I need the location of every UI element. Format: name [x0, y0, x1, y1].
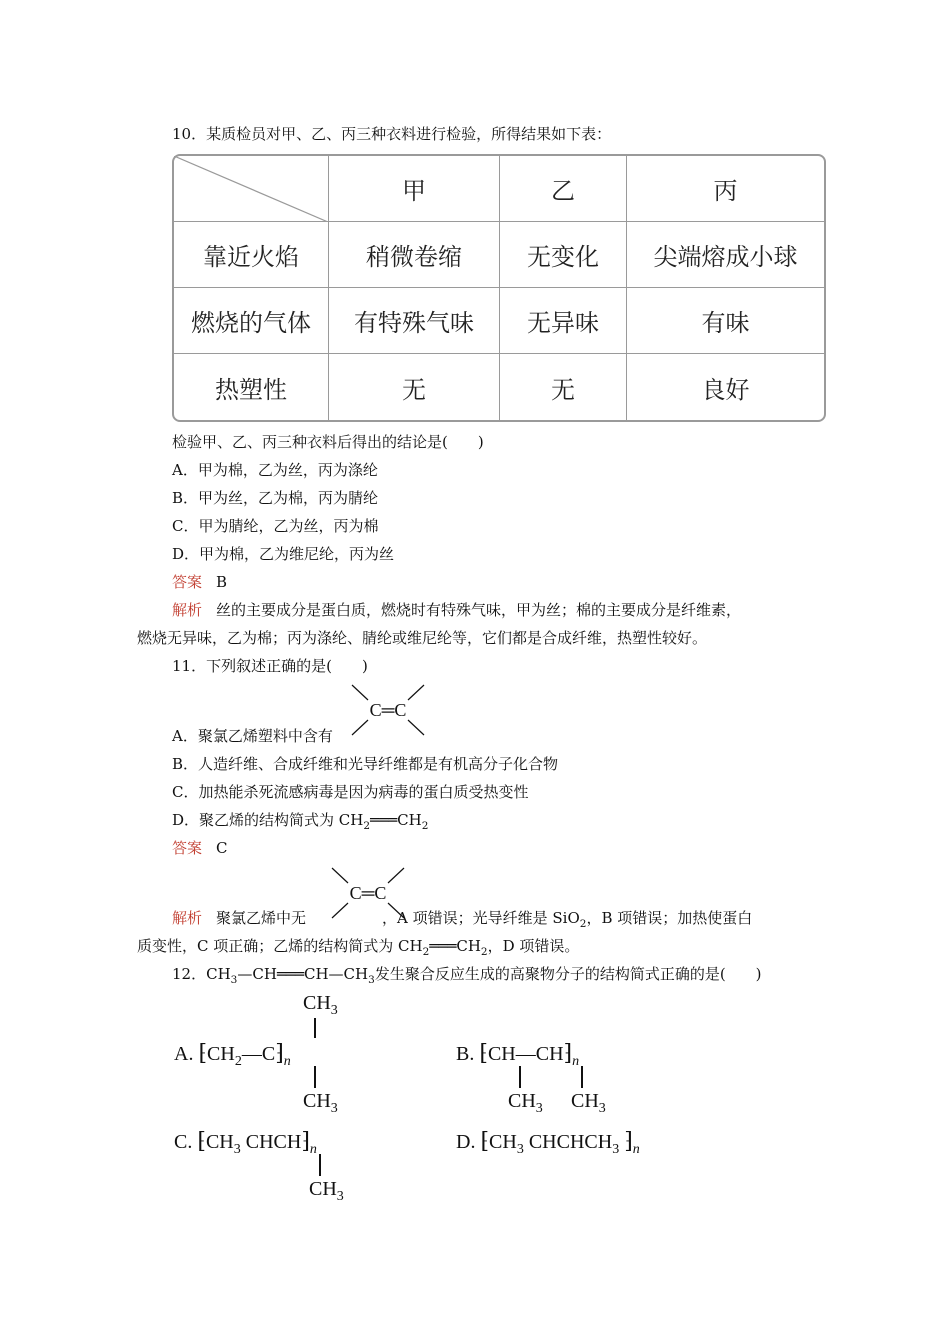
q11-option-b: B．人造纤维、合成纤维和光导纤维都是有机高分子化合物 [172, 755, 559, 773]
row-label: 燃烧的气体 [174, 288, 329, 354]
answer-value: C [216, 839, 228, 857]
ch-text: CH [489, 1131, 517, 1153]
ch-text: CH [508, 1090, 536, 1112]
q10-option-d: D．甲为棉，乙为维尼纶，丙为丝 [172, 545, 395, 563]
diagonal-line [174, 156, 328, 222]
cc-double-bond-structure [346, 683, 430, 737]
ch-text: CH [571, 1090, 599, 1112]
q11-option-d [172, 810, 428, 836]
table-cell: 良好 [701, 375, 750, 404]
subscript: 3 [330, 1003, 338, 1018]
header-bing: 丙 [627, 156, 824, 222]
ch-text: CH [309, 1178, 337, 1200]
q12-stem [172, 964, 762, 990]
subscript: 3 [598, 1101, 606, 1116]
bond-line [314, 1018, 316, 1038]
q10-question: 检验甲、乙、丙三种衣料后得出的结论是( ) [172, 433, 484, 451]
q12-option-a: A. $⁅CH_2—C⁆_n$ [174, 1040, 291, 1069]
subscript: 3 [336, 1189, 344, 1204]
q12-option-c: C. $⁅CH_3$ $CHCH⁆_n$ [174, 1128, 317, 1157]
ch-text: CH [205, 1131, 234, 1153]
q10-answer [172, 572, 227, 592]
stem-text: 发生聚合反应生成的高聚物分子的结构简式正确的是( ) [374, 965, 762, 983]
q11-answer [172, 838, 228, 858]
table-cell: 尖端熔成小球 [627, 222, 824, 288]
q12-a-top-ch3 [303, 992, 338, 1019]
option-label: C. [174, 1131, 193, 1153]
analysis-label: 解析 [172, 601, 203, 619]
row-label: 靠近火焰 [174, 222, 329, 288]
bond-line [319, 1154, 321, 1176]
q11-stem: 11．下列叙述正确的是( ) [172, 657, 368, 675]
q12-c-bottom-ch3 [309, 1178, 344, 1205]
subscript: 3 [233, 1142, 241, 1157]
analysis-text: ═══CH [429, 937, 481, 955]
table-cell: 无异味 [500, 288, 627, 354]
q11-option-a: A．聚氯乙烯塑料中含有 [172, 727, 333, 745]
q10-option-b: B．甲为丝，乙为棉，丙为腈纶 [172, 489, 379, 507]
q12-b-ch3-right [571, 1090, 606, 1117]
table-cell: 稍微卷缩 [329, 222, 500, 288]
option-label: B. [456, 1043, 475, 1065]
fabric-test-table [172, 154, 826, 422]
table-cell: 无变化 [500, 222, 627, 288]
subscript: 2 [363, 820, 371, 832]
analysis-text: 丝的主要成分是蛋白质，燃烧时有特殊气味，甲为丝；棉的主要成分是纤维素， [216, 601, 742, 619]
q11-option-c: C．加热能杀死流感病毒是因为病毒的蛋白质受热变性 [172, 783, 529, 801]
answer-value: B [216, 573, 228, 591]
q10-analysis-line1 [172, 600, 741, 620]
ch-text: CH [207, 1043, 235, 1065]
analysis-text: ，B 项错误；加热使蛋白 [586, 909, 753, 927]
n-subscript: n [283, 1054, 291, 1069]
q12-option-d: D. $⁅CH_3$ $CHCHCH_3$ $⁆_n$ [456, 1128, 640, 1157]
bond-line [581, 1066, 583, 1088]
analysis-label: 解析 [172, 909, 203, 927]
q11-analysis-line1 [172, 908, 752, 934]
subscript: 3 [612, 1142, 620, 1157]
ch-text: CH [303, 992, 331, 1014]
n-subscript: n [309, 1142, 317, 1157]
option-d-text: D．聚乙烯的结构简式为 CH [172, 811, 364, 829]
bond-line [314, 1066, 316, 1088]
analysis-text: ，A 项错误；光导纤维是 SiO [382, 909, 580, 927]
q10-option-a: A．甲为棉，乙为丝，丙为涤纶 [172, 461, 378, 479]
subscript: 3 [535, 1101, 543, 1116]
table-corner [174, 156, 329, 222]
bond-line [519, 1066, 521, 1088]
n-subscript: n [572, 1054, 580, 1069]
answer-label: 答案 [172, 573, 203, 591]
stem-text: —CH═══CH—CH [237, 965, 369, 983]
analysis-text: 聚氯乙烯中无 [216, 909, 307, 927]
header-jia: 甲 [329, 156, 500, 222]
q10-analysis-line2: 燃烧无异味，乙为棉；丙为涤纶、腈纶或维尼纶等，它们都是合成纤维，热塑性较好。 [137, 629, 708, 647]
stem-text: 12．CH [172, 965, 231, 983]
q10-stem: 10．某质检员对甲、乙、丙三种衣料进行检验，所得结果如下表： [172, 125, 612, 143]
ch-text: CH [303, 1090, 331, 1112]
subscript: 3 [516, 1142, 524, 1157]
ch-text: CH [535, 1043, 564, 1065]
table-cell: 无 [500, 354, 627, 420]
subscript: 3 [330, 1101, 338, 1116]
subscript: 2 [422, 946, 430, 958]
n-subscript: n [632, 1142, 640, 1157]
cc-text: C═C [369, 700, 407, 720]
q11-analysis-line2 [137, 936, 579, 962]
cc-text: C═C [349, 883, 387, 903]
table-cell: 有特殊气味 [329, 288, 500, 354]
ch-text: CH [487, 1043, 516, 1065]
table-cell: 无 [329, 354, 500, 420]
subscript: 2 [480, 946, 488, 958]
subscript: 2 [579, 918, 587, 930]
table-cell: 有味 [627, 288, 824, 354]
subscript: 2 [421, 820, 429, 832]
subscript: 3 [368, 974, 375, 986]
subscript: 3 [230, 974, 238, 986]
option-label: A. [174, 1043, 194, 1065]
analysis-text: ，D 项错误。 [487, 937, 580, 955]
row-label: 热塑性 [174, 354, 329, 420]
option-d-eq: ═══CH [370, 811, 422, 829]
q12-option-b: B. $⁅CH—CH⁆_n$ [456, 1040, 580, 1069]
header-yi: 乙 [500, 156, 627, 222]
q12-b-ch3-left [508, 1090, 543, 1117]
option-label: D. [456, 1131, 476, 1153]
c-text: C [261, 1043, 276, 1065]
q10-option-c: C．甲为腈纶，乙为丝，丙为棉 [172, 517, 379, 535]
analysis-text: 质变性，C 项正确；乙烯的结构简式为 CH [137, 937, 423, 955]
q12-a-bottom-ch3 [303, 1090, 338, 1117]
answer-label: 答案 [172, 839, 203, 857]
